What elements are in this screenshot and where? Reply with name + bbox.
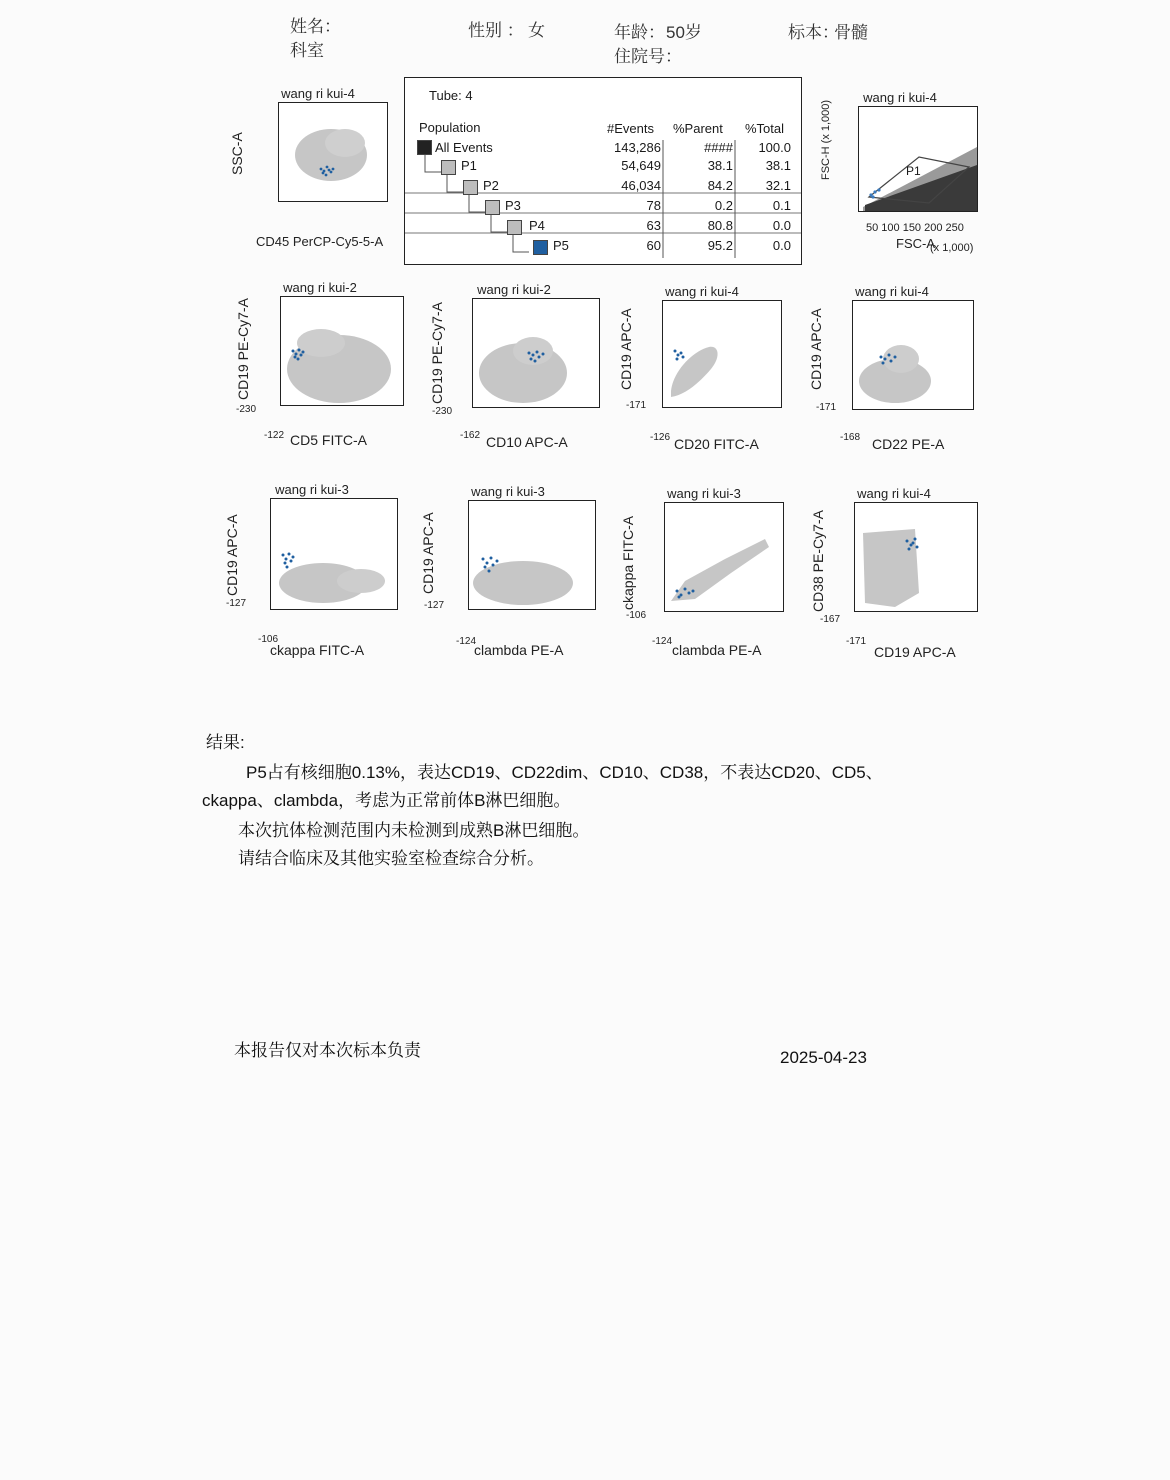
y-axis-label: CD19 PE-Cy7-A (235, 298, 251, 400)
scatter-plot (852, 300, 974, 410)
y-axis-label: SSC-A (229, 132, 245, 175)
x-min-tick: -171 (846, 636, 867, 647)
swatch-p2 (463, 180, 478, 195)
scatter-svg (279, 103, 387, 201)
y-axis-label: CD19 APC-A (420, 512, 436, 594)
fsc-svg (859, 107, 977, 211)
y-axis-label: FSC-H (x 1,000) (820, 99, 832, 180)
x-axis-unit: (x 1,000) (930, 242, 974, 254)
total-value: 38.1 (765, 158, 791, 173)
pop-name: P4 (529, 218, 545, 233)
scatter-plot (278, 102, 388, 202)
parent-value: 38.1 (707, 158, 733, 173)
y-axis-label: CD19 APC-A (224, 514, 240, 596)
parent-value: 80.8 (707, 218, 733, 233)
p5-events (674, 350, 685, 361)
x-axis-label: CD19 APC-A (874, 644, 956, 660)
population-cloud (883, 345, 919, 373)
events-value: 143,286 (614, 140, 661, 155)
x-axis-label: clambda PE-A (474, 642, 564, 658)
x-min-tick: -122 (264, 430, 285, 441)
age-value: 50岁 (666, 23, 702, 42)
scatter-plot (854, 502, 978, 612)
total-value: 0.1 (772, 198, 791, 213)
gate-label: P1 (906, 164, 921, 178)
name-label: 姓名： (290, 17, 341, 36)
x-min-tick: -126 (650, 432, 671, 443)
x-min-tick: -168 (840, 432, 861, 443)
parent-value: 84.2 (707, 178, 733, 193)
plot-title: wang ri kui-4 (863, 90, 937, 105)
y-min-tick: -127 (226, 598, 247, 609)
scatter-plot (270, 498, 398, 610)
y-min-tick: -106 (626, 610, 647, 621)
population-cloud (513, 337, 553, 365)
x-axis-label: CD20 FITC-A (674, 436, 759, 452)
x-axis-label: clambda PE-A (672, 642, 762, 658)
x-axis-label: CD45 PerCP-Cy5-5-A (256, 234, 384, 249)
y-min-tick: -230 (236, 404, 257, 415)
x-min-tick: -124 (652, 636, 673, 647)
events-value: 78 (646, 198, 661, 213)
population-cloud (325, 129, 365, 157)
population-dense (865, 165, 977, 211)
result-heading: 结果: (206, 733, 245, 752)
events-value: 60 (646, 238, 661, 253)
x-axis-label: CD10 APC-A (486, 434, 568, 450)
scatter-plot (662, 300, 782, 408)
plot-title: wang ri kui-4 (855, 284, 929, 299)
x-min-tick: -106 (258, 634, 279, 645)
parent-value: #### (704, 140, 733, 155)
report-date: 2025-04-23 (780, 1048, 867, 1067)
plot-title: wang ri kui-2 (283, 280, 357, 295)
events-value: 46,034 (621, 178, 661, 193)
y-axis-label: CD38 PE-Cy7-A (810, 510, 826, 612)
tube-label: Tube: 4 (429, 88, 473, 103)
y-min-tick: -127 (424, 600, 445, 611)
result-line: 请结合临床及其他实验室检查综合分析。 (238, 849, 544, 868)
scatter-svg (665, 503, 783, 611)
plot-title: wang ri kui-3 (667, 486, 741, 501)
swatch-p4 (507, 220, 522, 235)
x-min-tick: -124 (456, 636, 477, 647)
specimen-value: 骨髓 (834, 23, 868, 42)
x-min-tick: -162 (460, 430, 481, 441)
y-min-tick: -167 (820, 614, 841, 625)
scatter-svg (271, 499, 397, 609)
plot-title: wang ri kui-4 (281, 86, 355, 101)
y-axis-label: CD19 APC-A (808, 308, 824, 390)
scatter-svg (469, 501, 595, 609)
scatter-plot (280, 296, 404, 406)
pop-name: P1 (461, 158, 477, 173)
age-label: 年龄： (614, 23, 665, 42)
population-cloud (863, 529, 919, 607)
inpatient-label: 住院号： (614, 47, 682, 66)
swatch-all-events (417, 140, 432, 155)
y-min-tick: -171 (816, 402, 837, 413)
y-axis-label: CD19 PE-Cy7-A (429, 302, 445, 404)
total-value: 0.0 (772, 218, 791, 233)
population-cloud (671, 539, 769, 601)
scatter-svg (663, 301, 781, 407)
population-cloud (337, 569, 385, 593)
total-value: 0.0 (772, 238, 791, 253)
result-line: P5占有核细胞0.13%，表达CD19、CD22dim、CD10、CD38，不表达CD20、CD5、 (246, 763, 883, 782)
swatch-p5 (533, 240, 548, 255)
dept-label: 科室 (290, 41, 324, 60)
y-min-tick: -171 (626, 400, 647, 411)
sex-value: 女 (528, 21, 545, 40)
p5-events (282, 553, 295, 569)
fsc-scatter-plot (858, 106, 978, 212)
swatch-p1 (441, 160, 456, 175)
x-axis-label: CD22 PE-A (872, 436, 945, 452)
population-stats-table (404, 77, 802, 265)
pop-name: All Events (435, 140, 493, 155)
y-axis-label: ckappa FITC-A (620, 515, 636, 610)
plot-title: wang ri kui-4 (665, 284, 739, 299)
scatter-svg (855, 503, 977, 611)
plot-title: wang ri kui-3 (275, 482, 349, 497)
events-value: 54,649 (621, 158, 661, 173)
disclaimer: 本报告仅对本次标本负责 (234, 1041, 421, 1060)
parent-value: 0.2 (714, 198, 733, 213)
swatch-p3 (485, 200, 500, 215)
plot-title: wang ri kui-4 (857, 486, 931, 501)
result-line: ckappa、clambda，考虑为正常前体B淋巴细胞。 (202, 791, 571, 810)
specimen-label: 标本： (788, 23, 839, 42)
col-population: Population (419, 120, 481, 135)
y-min-tick: -230 (432, 406, 453, 417)
col-total: %Total (745, 121, 785, 136)
plot-title: wang ri kui-3 (471, 484, 545, 499)
x-tick-labels: 50 100 150 200 250 (866, 222, 964, 234)
col-parent: %Parent (673, 121, 723, 136)
scatter-plot (664, 502, 784, 612)
x-axis-label: FSC-A (896, 236, 935, 251)
result-line: 本次抗体检测范围内未检测到成熟B淋巴细胞。 (238, 821, 590, 840)
parent-value: 95.2 (707, 238, 733, 253)
population-cloud (473, 561, 573, 605)
total-value: 32.1 (765, 178, 791, 193)
pop-name: P3 (505, 198, 521, 213)
plot-title: wang ri kui-2 (477, 282, 551, 297)
sex-label: 性别 ： (468, 21, 524, 40)
x-axis-label: CD5 FITC-A (290, 432, 367, 448)
y-axis-label: CD19 APC-A (618, 308, 634, 390)
x-axis-label: ckappa FITC-A (270, 642, 365, 658)
scatter-svg (473, 299, 599, 407)
pop-name: P5 (553, 238, 569, 253)
scatter-plot (468, 500, 596, 610)
scatter-plot (472, 298, 600, 408)
pop-name: P2 (483, 178, 499, 193)
total-value: 100.0 (758, 140, 791, 155)
scatter-svg (281, 297, 403, 405)
col-events: #Events (607, 121, 654, 136)
scatter-svg (853, 301, 973, 409)
events-value: 63 (646, 218, 661, 233)
